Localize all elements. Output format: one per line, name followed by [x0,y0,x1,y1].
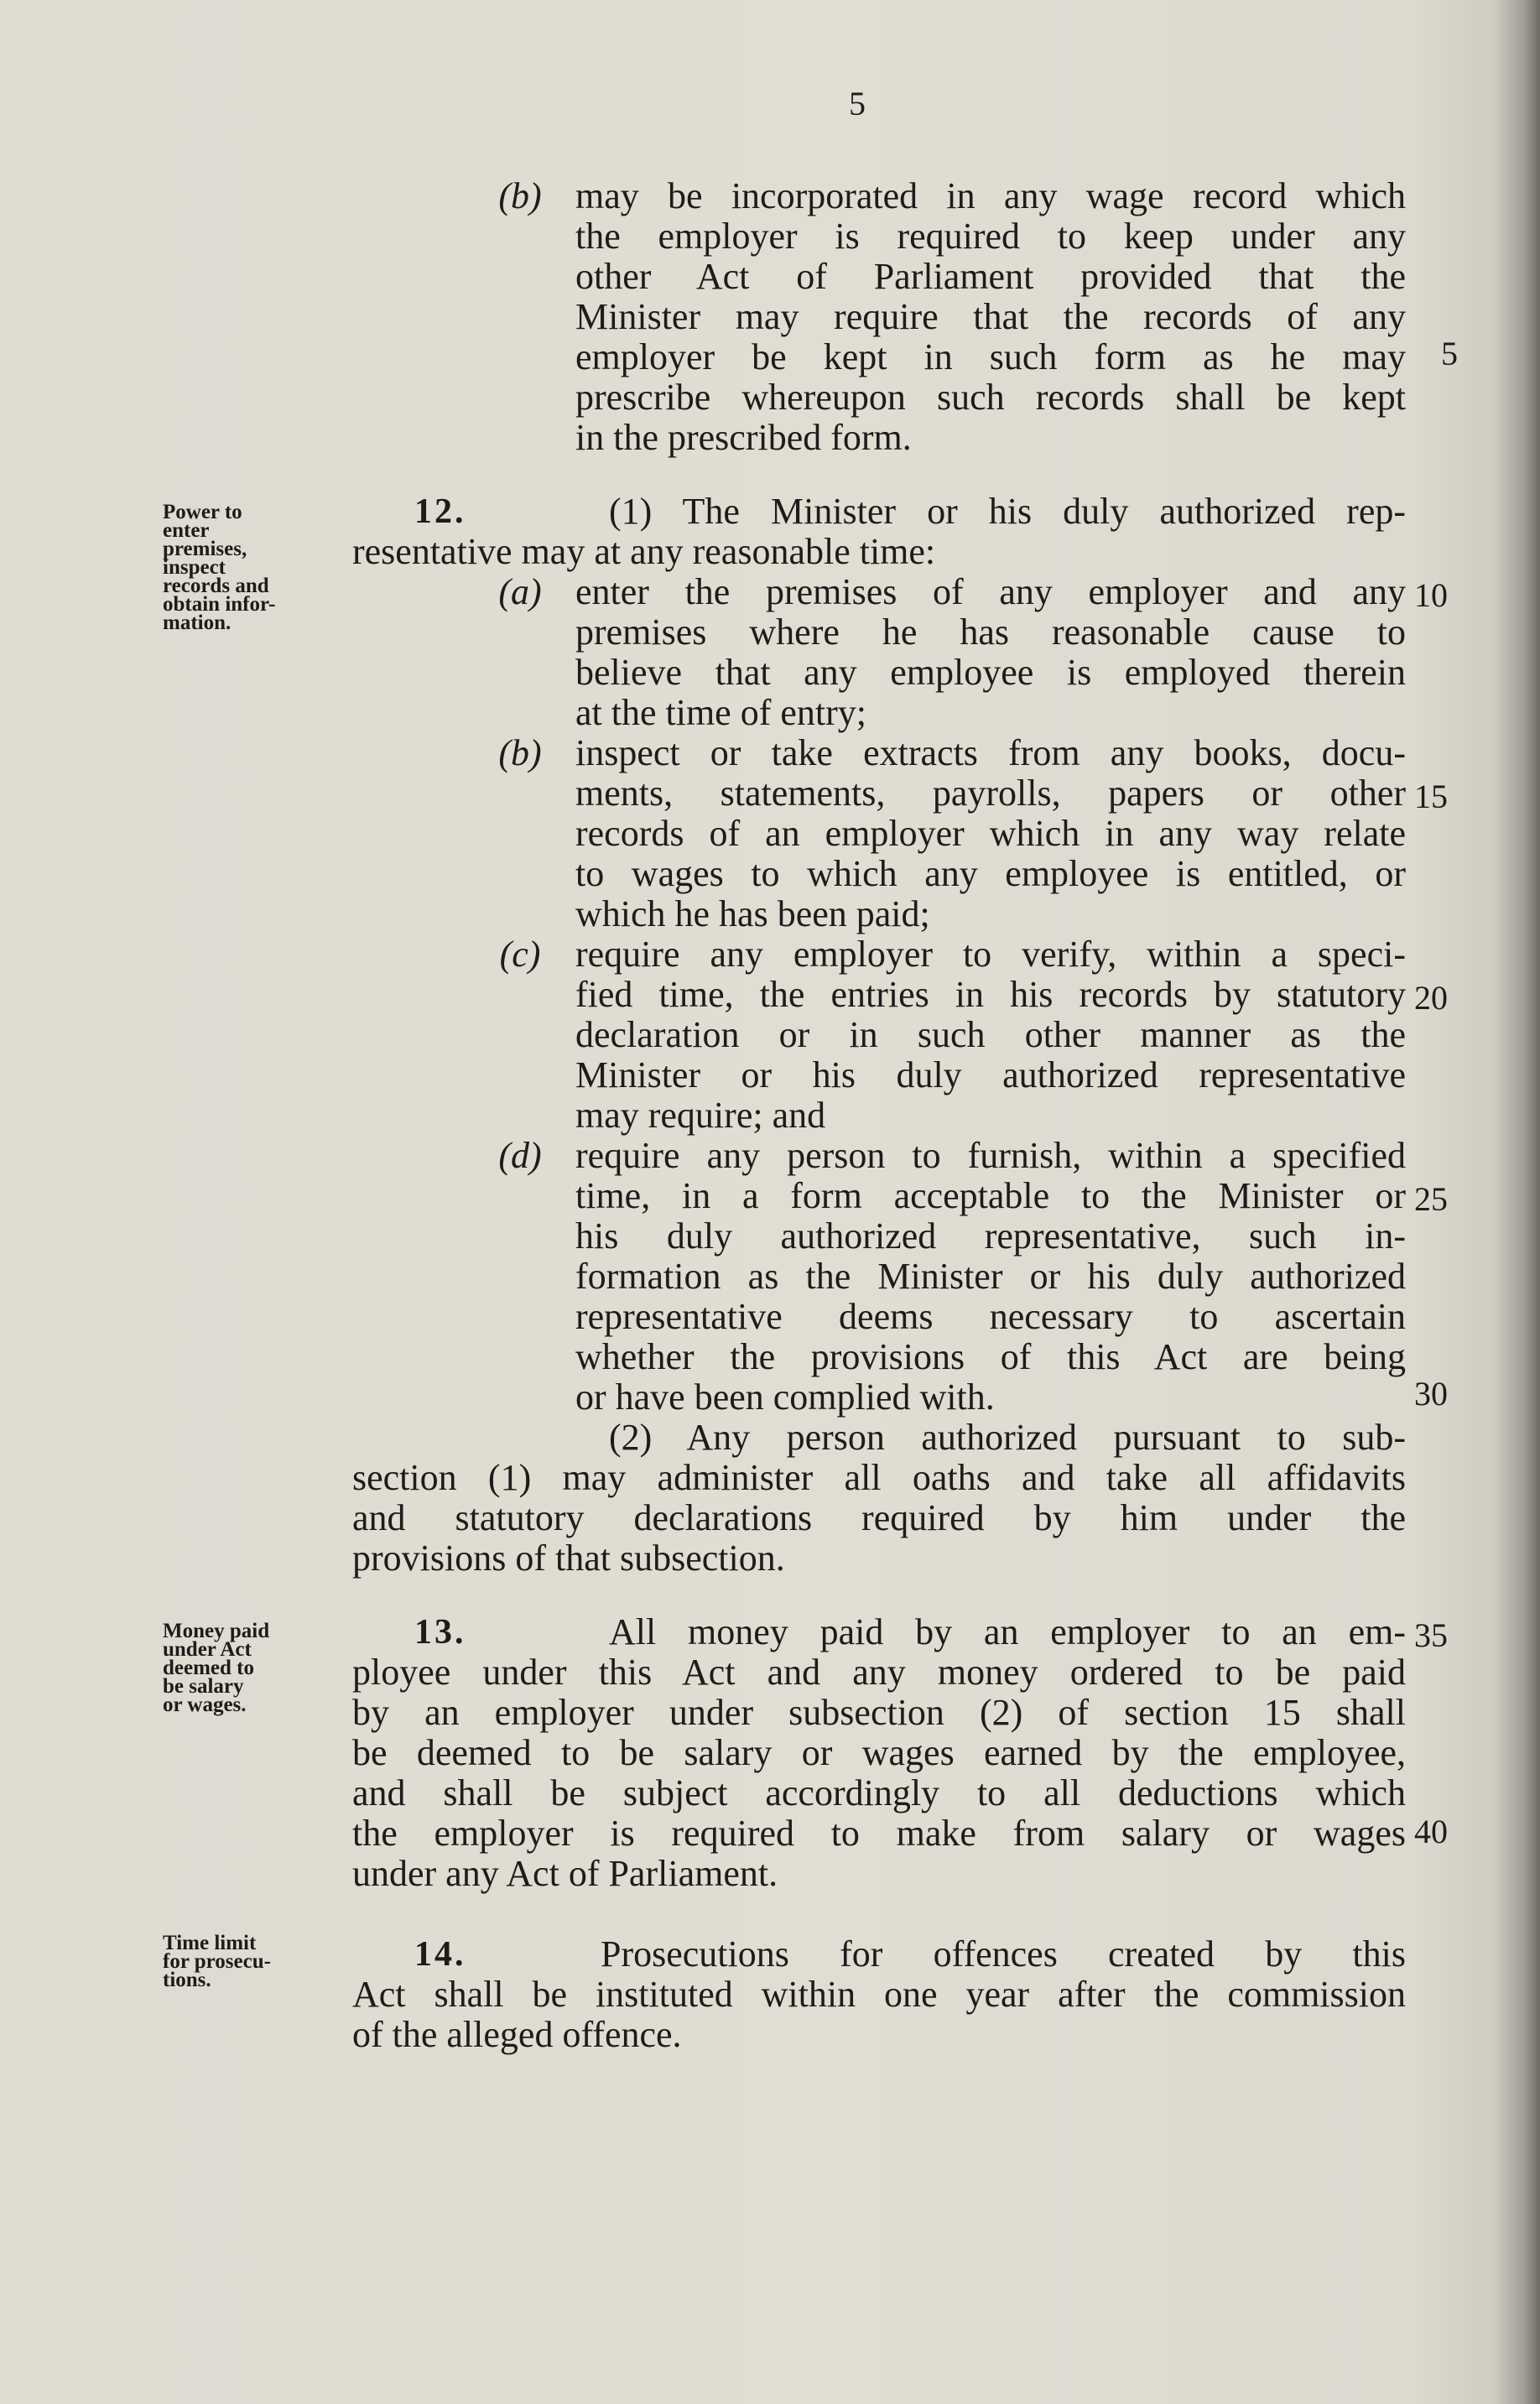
text-line: his duly authorized representative, such in- [575,1215,1406,1257]
text-line: employer be kept in such form as he may [575,336,1406,377]
text-line: of the alleged offence. [352,2014,682,2055]
text-line: may be incorporated in any wage record which [575,175,1406,216]
clause-label-c: (c) [499,934,541,975]
text-line: and shall be subject accordingly to all deductions which [352,1772,1406,1813]
text-line: declaration or in such other manner as the [575,1014,1406,1055]
text-line: (2) Any person authorized pursuant to sub- [609,1417,1406,1458]
text-line: (1) The Minister or his duly authorized rep- [609,491,1406,532]
text-line: enter the premises of any employer and any [575,571,1406,612]
text-line: under any Act of Parliament. [352,1853,778,1894]
text-line: by an employer under subsection (2) of section 15 shall [352,1692,1406,1733]
text-line: All money paid by an employer to an em- [609,1611,1406,1652]
margin-note-s14: Time limit for prosecu- tions. [163,1932,271,1991]
clause-label-d: (d) [498,1135,542,1176]
text-line: time, in a form acceptable to the Minister or [575,1175,1406,1216]
text-line: ments, statements, payrolls, papers or other [575,773,1406,814]
text-line: section (1) may administer all oaths and take all affidavits [352,1457,1406,1498]
line-number: 5 [1441,335,1458,372]
line-number: 20 [1414,979,1448,1017]
text-line: prescribe whereupon such records shall be kept [575,377,1406,418]
clause-label-a: (a) [498,571,542,612]
text-line: Minister or his duly authorized representative [575,1054,1406,1095]
text-line: believe that any employee is employed therein [575,652,1406,693]
line-number: 35 [1414,1616,1448,1654]
line-number: 40 [1414,1813,1448,1850]
text-line: resentative may at any reasonable time: [352,531,936,572]
section-number-13: 13. [414,1613,466,1652]
text-line: ployee under this Act and any money ordered to be paid [352,1652,1406,1693]
text-line: whether the provisions of this Act are being [575,1336,1406,1377]
text-line: be deemed to be salary or wages earned by the employee, [352,1732,1406,1773]
text-line: which he has been paid; [575,893,930,934]
text-line: in the prescribed form. [575,417,912,458]
text-line: require any employer to verify, within a speci- [575,934,1406,975]
text-line: records of an employer which in any way relate [575,813,1406,854]
section-number-12: 12. [414,492,466,531]
line-number: 15 [1414,778,1448,815]
text-line: inspect or take extracts from any books, docu- [575,732,1406,773]
line-number: 10 [1414,576,1448,614]
text-line: Prosecutions for offences created by this [601,1933,1406,1975]
clause-label-b: (b) [498,175,542,216]
text-line: to wages to which any employee is entitled, or [575,853,1406,894]
text-line: may require; and [575,1095,826,1136]
text-line: the employer is required to keep under any [575,216,1406,257]
text-line: at the time of entry; [575,692,866,733]
text-line: premises where he has reasonable cause to [575,611,1406,653]
text-line: provisions of that subsection. [352,1538,785,1579]
text-line: formation as the Minister or his duly authorized [575,1256,1406,1297]
text-line: Minister may require that the records of any [575,296,1406,337]
text-line: Act shall be instituted within one year after the commission [352,1974,1406,2015]
page-number: 5 [849,85,866,122]
line-number: 25 [1414,1180,1448,1218]
text-line: and statutory declarations required by him under the [352,1497,1406,1538]
clause-label-b: (b) [498,732,542,773]
line-number: 30 [1414,1375,1448,1413]
text-line: representative deems necessary to ascertain [575,1296,1406,1337]
margin-note-s13: Money paid under Act deemed to be salary or wages. [163,1620,270,1716]
text-line: fied time, the entries in his records by statutory [575,974,1406,1015]
text-line: require any person to furnish, within a specified [575,1135,1406,1176]
text-line: other Act of Parliament provided that the [575,256,1406,297]
margin-note-s12: Power to enter premises, inspect records and obtain infor- mation. [163,501,276,634]
section-number-14: 14. [414,1935,466,1974]
text-line: the employer is required to make from salary or wages [352,1813,1406,1854]
text-line: or have been complied with. [575,1376,995,1418]
